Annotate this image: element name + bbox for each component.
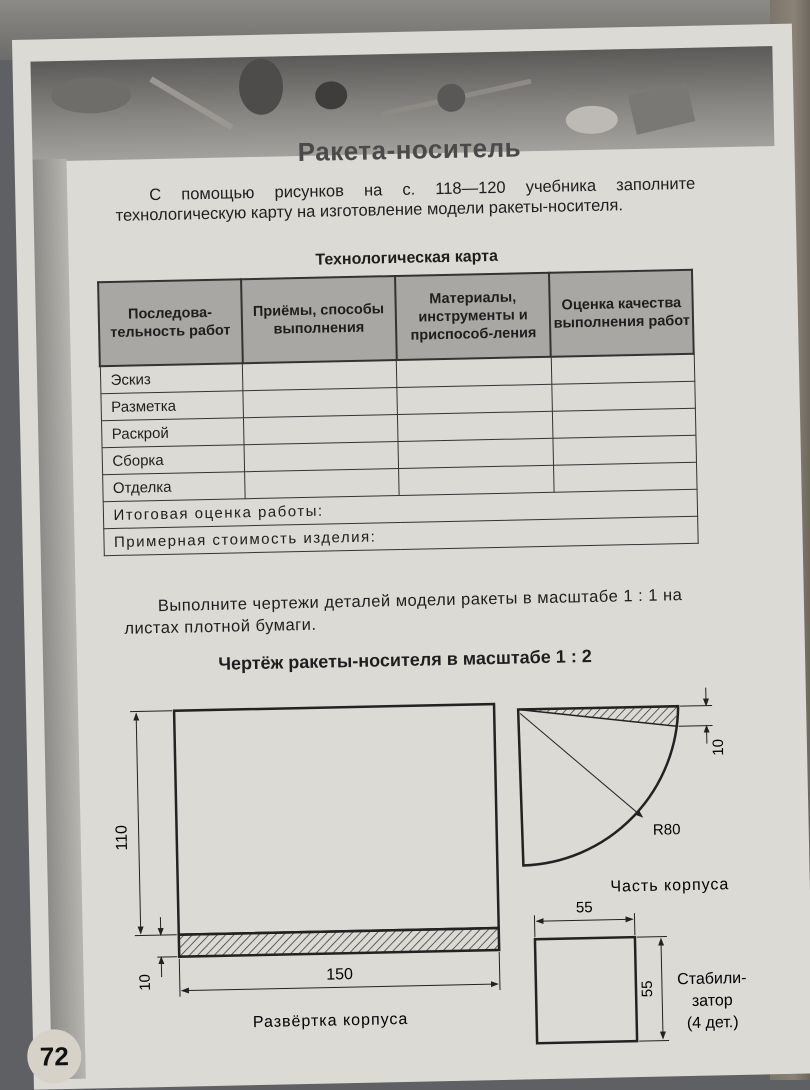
empty-cell[interactable] xyxy=(243,388,398,418)
intro-paragraph: С помощью рисунков на с. 118—120 учебника заполните технологическую карту на изготовление модели ракеты-носителя. xyxy=(115,174,696,226)
dim-55-top: 55 xyxy=(576,899,593,916)
dim-10-right: 10 xyxy=(710,739,727,756)
tech-map-table xyxy=(97,269,699,556)
dim-55-side: 55 xyxy=(639,980,656,997)
glue-strip xyxy=(179,928,499,957)
empty-cell[interactable] xyxy=(551,354,694,384)
header-sequence: Последова-тельность работ xyxy=(98,279,242,366)
row-label: Отделка xyxy=(102,472,245,502)
empty-cell[interactable] xyxy=(552,381,695,411)
empty-cell[interactable] xyxy=(242,360,397,391)
total-score-label[interactable]: Итоговая оценка работы: xyxy=(103,489,697,528)
empty-cell[interactable] xyxy=(398,411,553,441)
body-unfold-rect xyxy=(174,704,499,935)
dim-110: 110 xyxy=(113,825,131,851)
empty-cell[interactable] xyxy=(553,462,696,492)
row-label: Эскиз xyxy=(100,363,243,393)
empty-cell[interactable] xyxy=(397,357,552,388)
empty-cell[interactable] xyxy=(244,441,399,471)
task2-paragraph: Выполните чертежи деталей модели ракеты в масштабе 1 : 1 на листах плотной бумаги. xyxy=(124,584,705,640)
stabilizer-label-1: Стабили- xyxy=(677,970,747,988)
page-number: 72 xyxy=(27,1029,82,1084)
row-label: Раскрой xyxy=(101,418,244,448)
rocket-drawing xyxy=(105,665,753,1078)
workbook-page xyxy=(12,24,810,1090)
stabilizer-square xyxy=(535,937,637,1043)
label-body-part: Часть корпуса xyxy=(610,876,729,895)
row-label: Разметка xyxy=(100,391,243,421)
stabilizer-label-2: затор xyxy=(692,992,733,1010)
table-header-row xyxy=(98,270,694,366)
estimated-cost-label[interactable]: Примерная стоимость изделия: xyxy=(103,516,697,555)
sector-glue-strip xyxy=(518,706,678,729)
header-quality: Оценка качества выполнения работ xyxy=(549,270,693,357)
label-body-unfold: Развёртка корпуса xyxy=(253,1011,409,1031)
row-label: Сборка xyxy=(102,445,245,475)
header-materials: Материалы, инструменты и приспособ-ления xyxy=(395,273,551,360)
empty-cell[interactable] xyxy=(398,438,553,468)
table-title: Технологическая карта xyxy=(117,244,697,274)
body-part-sector xyxy=(518,706,681,865)
empty-cell[interactable] xyxy=(244,415,399,445)
empty-cell[interactable] xyxy=(552,408,695,438)
empty-cell[interactable] xyxy=(553,435,696,465)
stabilizer-label-3: (4 дет.) xyxy=(687,1014,739,1032)
dim-150: 150 xyxy=(326,966,353,984)
dim-10-left: 10 xyxy=(137,974,154,991)
page-title: Ракета-носитель xyxy=(194,130,625,170)
empty-cell[interactable] xyxy=(245,468,400,498)
empty-cell[interactable] xyxy=(399,465,554,495)
left-sidebar-strip xyxy=(33,159,86,1080)
empty-cell[interactable] xyxy=(397,384,552,414)
drawing-title: Чертёж ракеты-носителя в масштабе 1 : 2 xyxy=(125,644,685,677)
header-methods: Приёмы, способы выполнения xyxy=(241,276,397,363)
radius-label: R80 xyxy=(653,821,681,839)
